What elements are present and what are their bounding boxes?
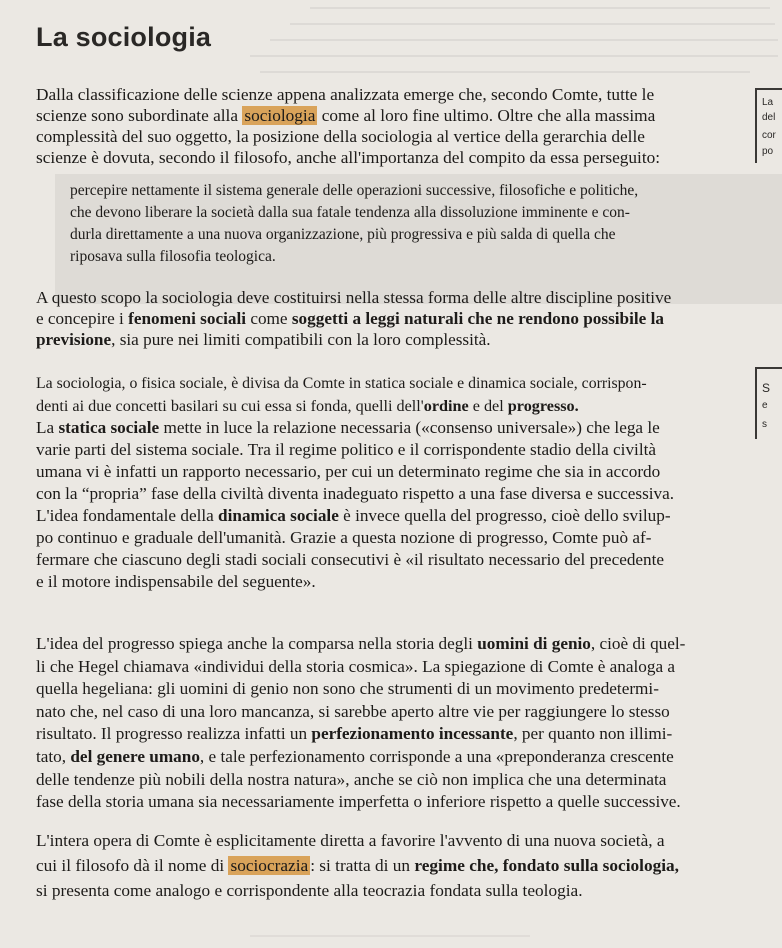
bleed-through-text	[230, 0, 782, 86]
margin-note: del	[762, 112, 776, 123]
highlighted-term: sociocrazia	[230, 856, 309, 875]
paragraph-2: A questo scopo la sociologia deve costituirsi nella stessa forma delle altre discipline positive e concepire i fenomeni sociali come soggetti a leggi naturali che ne rendono possibile la previsione, sia pure nei limiti compatibili con la loro complessità.	[36, 288, 672, 349]
page-title: La sociologia	[36, 22, 212, 52]
text-line: complessità del suo oggetto, la posizione della sociologia al vertice della gerarchia delle	[36, 127, 645, 146]
text-line: Dalla classificazione delle scienze appena analizzata emerge che, secondo Comte, tutte le	[36, 85, 655, 104]
margin-note: cor	[762, 130, 776, 141]
margin-note: La	[762, 97, 774, 108]
margin-note: s	[762, 419, 767, 430]
paragraph-4: L'idea del progresso spiega anche la comparsa nella storia degli uomini di genio, cioè di quel- li che Hegel chiamava «individui della storia cosmica». La spiegazione di Comte è analoga a quella hegeliana: gli uomini di genio non sono che strumenti di un movimento predetermi- nato che, nel caso di una loro mancanza, si sarebbe aperto altre vie per raggiungere lo stesso risultato. Il progresso realizza infatti un perfezionamento incessante, per quanto non illimi- tato, del genere umano, e tale perfezionamento corrisponde a una «preponderanza crescente delle tendenze più nobili della nostra natura», anche se ciò non implica che una determinata fase della storia umana sia necessariamente imperfetta o inferiore rispetto a quelle successive.	[36, 634, 686, 812]
margin-bracket	[755, 367, 757, 439]
margin-bracket	[755, 88, 782, 90]
margin-note: S	[762, 381, 771, 395]
highlighted-term: sociologia	[244, 106, 316, 125]
bleed-through-text	[240, 924, 540, 948]
margin-bracket	[755, 88, 757, 163]
margin-note: po	[762, 146, 774, 157]
intro-paragraph	[36, 84, 660, 168]
margin-note: e	[762, 400, 768, 411]
margin-bracket	[755, 367, 782, 369]
quote-text: percepire nettamente il sistema generale delle operazioni successive, filosofiche e politiche, che devono liberare la società dalla sua fatale tendenza alla dissoluzione imminente e con- durla direttamente a una nuova organizzazione, più progressiva e più salda di quella che riposava sulla filosofia teologica.	[70, 182, 639, 265]
paragraph-5: L'intera opera di Comte è esplicitamente diretta a favorire l'avvento di una nuova società, a cui il filosofo dà il nome di sociocrazia : si tratta di un regime che, fondato sulla sociologia, si presenta come analogo e corrispondente alla teocrazia fondata sulla teologia.	[36, 831, 679, 900]
text-line: scienze è dovuta, secondo il filosofo, anche all'importanza del compito da essa perseguito:	[36, 148, 661, 167]
text-line: scienze sono subordinate alla sociologia come al loro fine ultimo. Oltre che alla massima	[36, 106, 656, 125]
paragraph-3: La sociologia, o fisica sociale, è divisa da Comte in statica sociale e dinamica sociale, corrispon- denti ai due concetti basilari su cui essa si fonda, quelli dell'ordine e del progresso. La statica sociale mette in luce la relazione necessaria («consenso universale») che lega le varie parti del sistema sociale. Tra il regime politico e il corrispondente stadio della civiltà umana vi è infatti un rapporto necessario, per cui un determinato regime che sia in accordo con la “propria” fase della civiltà diventa inadeguato rispetto a una fase diversa e successiva. L'idea fondamentale della dinamica sociale è invece quella del progresso, cioè dello svilup- po continuo e graduale dell'umanità. Grazie a questa nozione di progresso, Comte può af- fermare che ciascuno degli stadi sociali consecutivi è «il risultato necessario del precedente e il motore indispensabile del seguente».	[36, 375, 675, 591]
